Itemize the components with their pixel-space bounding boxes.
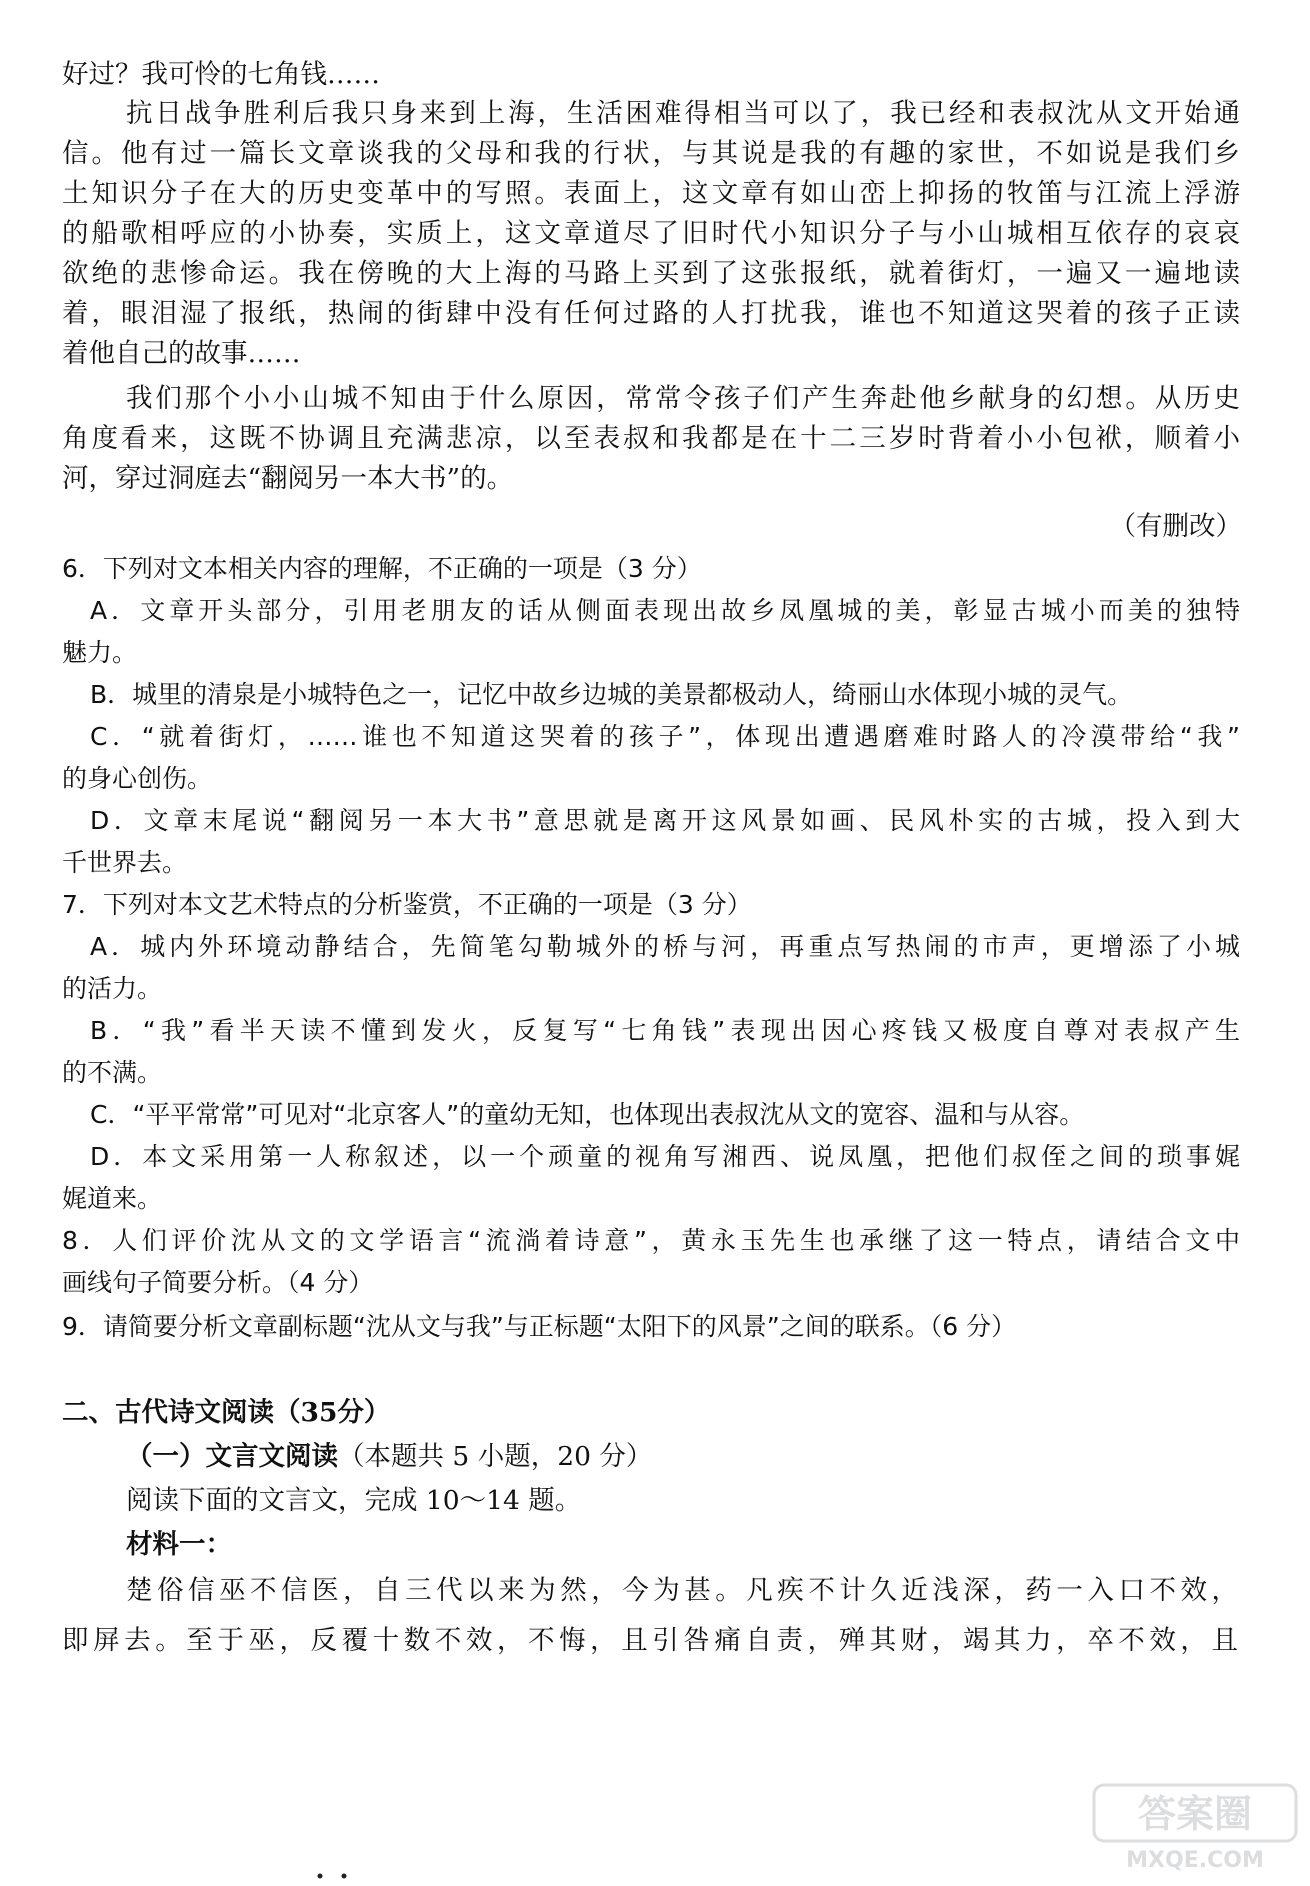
svg-text:MXQE.COM: MXQE.COM [1126, 1848, 1264, 1873]
question-9: 9．请简要分析文章副标题“沈从文与我”与正标题“太阳下的风景”之间的联系。（6 分） [62, 1312, 1017, 1341]
question-7-option-d: D．本文采用第一人称叙述，以一个顽童的视角写湘西、说凤凰，把他们叔侄之间的琐事娓 [90, 1142, 1240, 1171]
paragraph-line: 角度看来，这既不协调且充满悲凉，以至表叔和我都是在十二三岁时背着小小包袱，顺着小 [62, 423, 1240, 454]
classical-text-line: 楚俗信巫不信医，自三代以来为然，今为甚。凡疾不计久近浅深，药一入口不效， [126, 1575, 1240, 1606]
question-7-stem: 7．下列对本文艺术特点的分析鉴赏，不正确的一项是（3 分） [62, 890, 752, 919]
paragraph-line: 土知识分子在大的历史变革中的写照。表面上，这文章有如山峦上抑扬的牧笛与江流上浮游 [62, 178, 1240, 209]
question-6-option-a-cont: 魅力。 [62, 638, 138, 667]
section-title: 二、古代诗文阅读（35分） [62, 1397, 391, 1428]
subsection-title: （一）文言文阅读 [126, 1441, 338, 1472]
emphasis-dots [312, 1867, 372, 1877]
question-8: 8．人们评价沈从文的文学语言“流淌着诗意”，黄永玉先生也承继了这一特点，请结合文中 [62, 1226, 1240, 1255]
subsection-heading [126, 1440, 652, 1474]
instruction: 阅读下面的文言文，完成 10～14 题。 [126, 1485, 582, 1516]
question-6-stem: 6．下列对文本相关内容的理解，不正确的一项是（3 分） [62, 554, 702, 583]
question-7-option-b: B．“我”看半天读不懂到发火，反复写“七角钱”表现出因心疼钱又极度自尊对表叔产生 [90, 1016, 1240, 1045]
question-7-option-a-cont: 的活力。 [62, 974, 163, 1003]
paragraph-ending: 好过？我可怜的七角钱…… [62, 59, 380, 90]
paragraph-line: 着，眼泪湿了报纸，热闹的街肆中没有任何过路的人打扰我，谁也不知道这哭着的孩子正读 [62, 298, 1240, 329]
question-6-option-b: B．城里的清泉是小城特色之一，记忆中故乡边城的美景都极动人，绮丽山水体现小城的灵气。 [90, 680, 1133, 709]
question-6-option-d-cont: 千世界去。 [62, 848, 188, 877]
question-7-option-d-cont: 娓道来。 [62, 1184, 163, 1213]
paragraph-line: 抗日战争胜利后我只身来到上海，生活困难得相当可以了，我已经和表叔沈从文开始通 [126, 98, 1240, 129]
paragraph-line: 欲绝的悲惨命运。我在傍晚的大上海的马路上买到了这张报纸，就着街灯，一遍又一遍地读 [62, 258, 1240, 289]
paragraph-line: 我们那个小小山城不知由于什么原因，常常令孩子们产生奔赴他乡献身的幻想。从历史 [126, 383, 1240, 414]
paragraph-line: 河，穿过洞庭去“翻阅另一本大书”的。 [62, 463, 514, 494]
question-6-option-c-cont: 的身心创伤。 [62, 764, 213, 793]
watermark-logo [1090, 1783, 1300, 1873]
question-7-option-b-cont: 的不满。 [62, 1058, 163, 1087]
question-6-option-c: C．“就着街灯，……谁也不知道这哭着的孩子”，体现出遭遇磨难时路人的冷漠带给“我” [90, 722, 1240, 751]
question-7-option-c: C．“平平常常”可见对“北京客人”的童幼无知，也体现出表叔沈从文的宽容、温和与从容。 [90, 1100, 1085, 1129]
svg-text:答案圈: 答案圈 [1137, 1792, 1253, 1836]
classical-text-line: 即屏去。至于巫，反覆十数不效，不悔，且引咎痛自责，殚其财，竭其力，卒不效，且 [62, 1625, 1240, 1656]
material-label: 材料一： [126, 1529, 232, 1560]
paragraph-line: 的船歌相呼应的小协奏，实质上，这文章道尽了旧时代小知识分子与小山城相互依存的哀哀 [62, 218, 1240, 249]
paragraph-line: 着他自己的故事…… [62, 338, 301, 369]
question-7-option-a: A．城内外环境动静结合，先简笔勾勒城外的桥与河，再重点写热闹的市声，更增添了小城 [90, 932, 1240, 961]
question-8-cont: 画线句子简要分析。（4 分） [62, 1268, 374, 1297]
source-note: （有删改） [1109, 511, 1242, 542]
question-6-option-d: D．文章末尾说“翻阅另一本大书”意思就是离开这风景如画、民风朴实的古城，投入到大 [90, 806, 1240, 835]
question-6-option-a: A．文章开头部分，引用老朋友的话从侧面表现出故乡凤凰城的美，彰显古城小而美的独特 [90, 596, 1240, 625]
paragraph-line: 信。他有过一篇长文章谈我的父母和我的行状，与其说是我的有趣的家世，不如说是我们乡 [62, 138, 1240, 169]
subsection-note: （本题共 5 小题，20 分） [338, 1441, 653, 1472]
